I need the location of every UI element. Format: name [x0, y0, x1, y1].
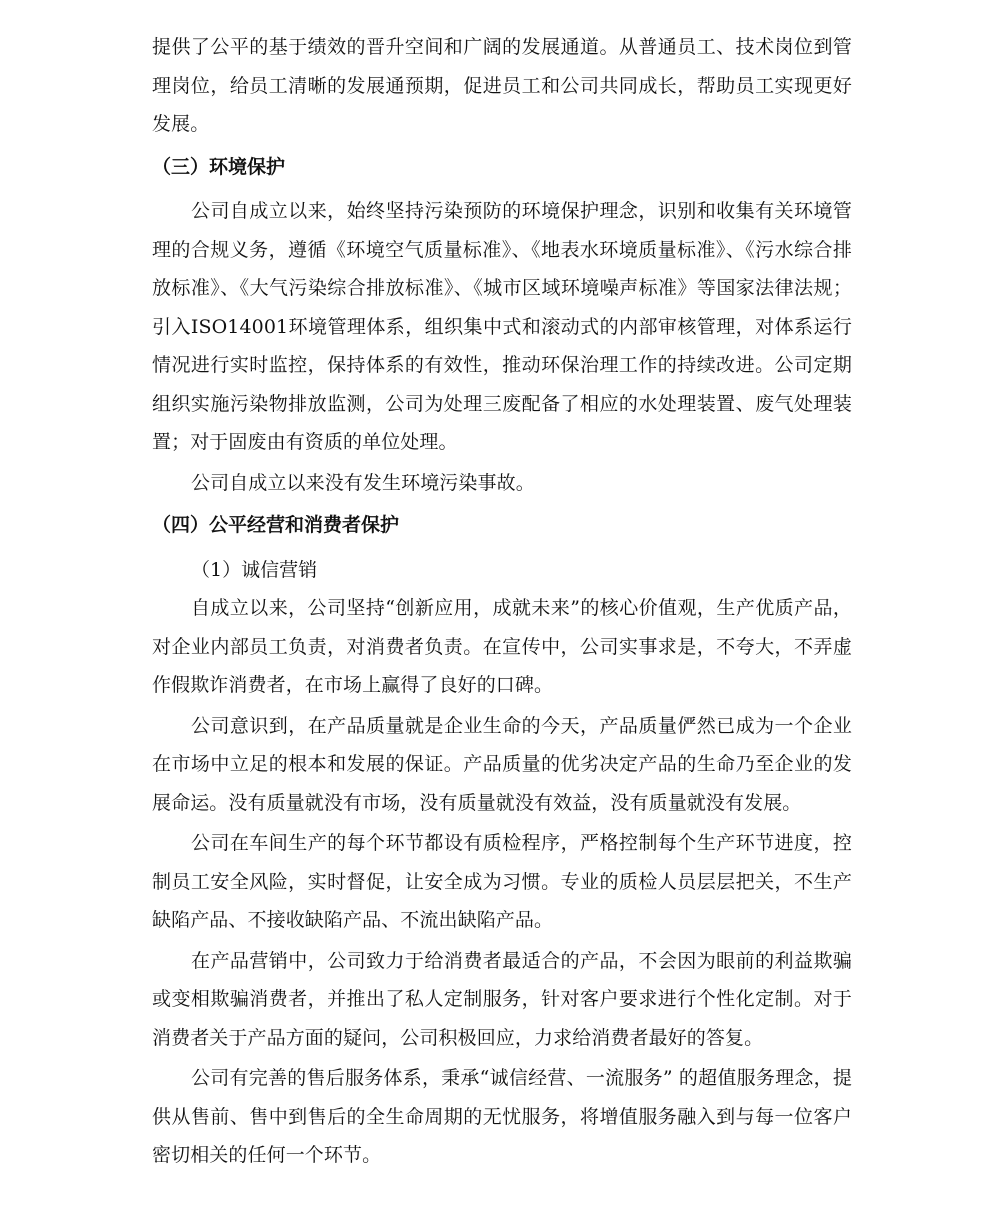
- subsection-heading-honest-marketing: （1）诚信营销: [191, 558, 318, 581]
- paragraph: 在产品营销中，公司致力于给消费者最适合的产品，不会因为眼前的利益欺骗或变相欺骗消费者，并推出了私人定制服务，针对客户要求进行个性化定制。对于消费者关于产品方面的疑问，公司积极回应，力求给消费者最好的答复。: [152, 949, 852, 1049]
- document-page: [152, 28, 852, 1177]
- paragraph: 公司自成立以来没有发生环境污染事故。: [191, 471, 535, 494]
- paragraph: 自成立以来，公司坚持“创新应用，成就未来”的核心价值观，生产优质产品，对企业内部员工负责，对消费者负责。在宣传中，公司实事求是，不夸大，不弄虚作假欺诈消费者，在市场上赢得了良好的口碑。: [152, 597, 852, 696]
- paragraph-continued: 提供了公平的基于绩效的晋升空间和广阔的发展通道。从普通员工、技术岗位到管理岗位，给员工清晰的发展通预期，促进员工和公司共同成长，帮助员工实现更好发展。: [152, 36, 852, 135]
- paragraph: 公司在车间生产的每个环节都设有质检程序，严格控制每个生产环节进度，控制员工安全风险，实时督促，让安全成为习惯。专业的质检人员层层把关，不生产缺陷产品、不接收缺陷产品、不流出缺陷产品。: [152, 832, 852, 931]
- section-heading-environment: （三）环境保护: [152, 155, 286, 178]
- section-heading-fair-operation: （四）公平经营和消费者保护: [152, 514, 400, 536]
- paragraph: 公司有完善的售后服务体系，秉承“诚信经营、一流服务” 的超值服务理念，提供从售前、售中到售后的全生命周期的无忧服务，将增值服务融入到与每一位客户密切相关的任何一个环节。: [152, 1067, 852, 1166]
- paragraph: 公司意识到，在产品质量就是企业生命的今天，产品质量俨然已成为一个企业在市场中立足的根本和发展的保证。产品质量的优劣决定产品的生命乃至企业的发展命运。没有质量就没有市场，没有质量就没有效益，没有质量就没有发展。: [152, 714, 852, 814]
- paragraph: 公司自成立以来，始终坚持污染预防的环境保护理念，识别和收集有关环境管理的合规义务，遵循《环境空气质量标准》、《地表水环境质量标准》、《污水综合排放标准》、《大气污染综合排放标准》、《城市区域环境噪声标准》等国家法律法规；引入ISO14001环境管理体系，组织集中式和滚动式的内部审核管理，对体系运行情况进行实时监控，保持体系的有效性，推动环保治理工作的持续改进。公司定期组织实施污染物排放监测，公司为处理三废配备了相应的水处理装置、废气处理装置；对于固废由有资质的单位处理。: [152, 200, 852, 453]
